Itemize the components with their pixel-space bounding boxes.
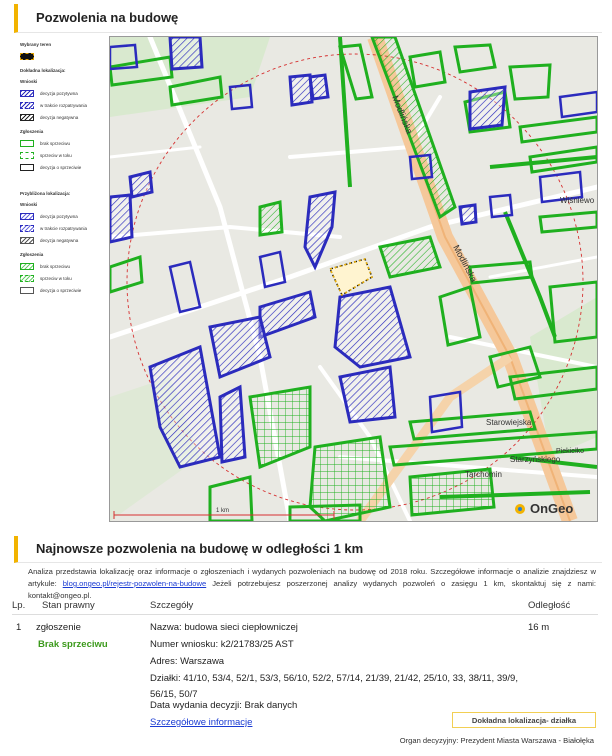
legend-approx-applications-label: Wnioski (20, 202, 38, 207)
legend-notices-label: Zgłoszenia (20, 129, 44, 134)
map-label-modlinska-1: Modlińska (390, 94, 415, 136)
legend-approx-title: Przybliżona lokalizacja: (20, 191, 71, 196)
legend-text: decyzja negatywna (40, 237, 79, 243)
brand-label: OnGeo (530, 501, 574, 516)
legend-row (20, 87, 102, 99)
legend-text: w trakcie rozpatrywania (40, 102, 88, 108)
row-issue-date: Data wydania decyzji: Brak danych (150, 700, 298, 711)
legend-selected-area-row (20, 50, 102, 62)
col-distance: Odległość (528, 600, 571, 611)
legend-swatch-blue-hatch (20, 213, 34, 220)
legend-row (20, 137, 102, 149)
legend-swatch-blue-hatch-dashed (20, 225, 34, 232)
legend-row (20, 284, 102, 296)
legend-text: decyzja negatywna (40, 114, 79, 120)
legend-row (20, 149, 102, 161)
legend-text: brak sprzeciwu (40, 263, 71, 269)
row-parcels: Działki: 41/10, 53/4, 52/1, 53/3, 56/10, 52/2, 57/14, 21/39, 21/42, 25/10, 33, 38/11, 39/9, 56/15, 50/7 (150, 673, 518, 700)
legend-swatch-green-solid (20, 140, 34, 147)
legend-selected-area-label: Wybrany teren (20, 42, 52, 47)
section-header-latest (14, 536, 602, 563)
organ-text: Organ decyzyjny: Prezydent Miasta Warszawa - Białołęka (399, 736, 594, 745)
map-label-starowiejska: Starowiejska (486, 418, 532, 427)
legend-text: decyzja pozytywna (40, 213, 78, 219)
legend-swatch-black-outline (20, 164, 34, 171)
legend-row (20, 260, 102, 272)
legend-text: decyzja pozytywna (40, 90, 78, 96)
legend-row (20, 161, 102, 173)
map-label-piekielko: Piekiełko (556, 448, 585, 455)
section-header-permits (14, 4, 602, 33)
page-title: Pozwolenia na budowę (36, 10, 179, 25)
intro-part1: Analiza przedstawia lokalizację oraz informacje o zgłoszeniach i wydanych pozwoleniach na budowę od 2018 roku. Szczegółowe informacje o analizie znajdziesz w artykule: (28, 567, 596, 588)
col-details: Szczegóły (150, 600, 194, 611)
map-legend (20, 36, 102, 296)
row-distance: 16 m (528, 622, 550, 633)
col-lp: Lp. (12, 600, 26, 611)
legend-text: decyzja o sprzeciwie (40, 287, 82, 293)
scale-label: 1 km (216, 508, 230, 514)
legend-row (20, 272, 102, 284)
row-number: Numer wniosku: k2/21783/25 AST (150, 639, 294, 650)
col-status: Stan prawny (42, 600, 95, 611)
details-link[interactable]: Szczegółowe informacje (150, 717, 253, 728)
map-label-wisniewo: Wiśniewo (560, 196, 595, 205)
legend-text: sprzeciw w toku (40, 152, 72, 158)
legend-row (20, 99, 102, 111)
map-label-modlinska-2: Modlińska (451, 243, 480, 284)
table-header (12, 598, 598, 615)
row-name: Nazwa: budowa sieci ciepłowniczej (150, 622, 298, 633)
map-label-starzynskiego: Starzyńskiego (510, 455, 561, 464)
legend-text: brak sprzeciwu (40, 140, 71, 146)
legend-row (20, 222, 102, 234)
row-type: zgłoszenie (36, 622, 81, 633)
legend-row (20, 234, 102, 246)
permits-map[interactable] (109, 36, 598, 522)
legend-swatch-grey-outline (20, 287, 34, 294)
legend-swatch-green-dashed (20, 152, 34, 159)
legend-swatch-selected (20, 53, 34, 60)
row-address: Adres: Warszawa (150, 656, 225, 667)
legend-applications-label: Wnioski (20, 79, 38, 84)
legend-exact-title: Dokładna lokalizacja: (20, 68, 66, 73)
legend-swatch-blue-solid (20, 90, 34, 97)
legend-row (20, 111, 102, 123)
status-badge: Brak sprzeciwu (38, 639, 108, 650)
location-badge: Dokładna lokalizacja- działka (452, 712, 596, 728)
legend-text: decyzja o sprzeciwie (40, 164, 82, 170)
legend-text: w trakcie rozpatrywania (40, 225, 88, 231)
legend-swatch-green-hatch-dashed (20, 275, 34, 282)
legend-swatch-grey-hatch (20, 237, 34, 244)
legend-swatch-black (20, 114, 34, 121)
blog-link[interactable]: blog.ongeo.pl/rejestr-pozwolen-na-budowe (62, 579, 207, 588)
row-lp: 1 (16, 622, 22, 633)
legend-swatch-blue-dashed (20, 102, 34, 109)
intro-text (28, 566, 596, 602)
legend-text: sprzeciw w toku (40, 275, 72, 281)
intro-part2: Jeżeli potrzebujesz poszerzonej analizy wydanych pozwoleń o zasięgu 1 km, skontaktuj się z nami: kontakt@ongeo.pl. (28, 579, 596, 600)
legend-swatch-green-hatch (20, 263, 34, 270)
section-title-latest: Najnowsze pozwolenia na budowę w odległości 1 km (36, 541, 364, 556)
legend-row (20, 210, 102, 222)
map-label-tarchomin: Tarchomin (465, 470, 502, 479)
map-canvas[interactable] (110, 37, 597, 521)
legend-approx-notices-label: Zgłoszenia (20, 252, 44, 257)
